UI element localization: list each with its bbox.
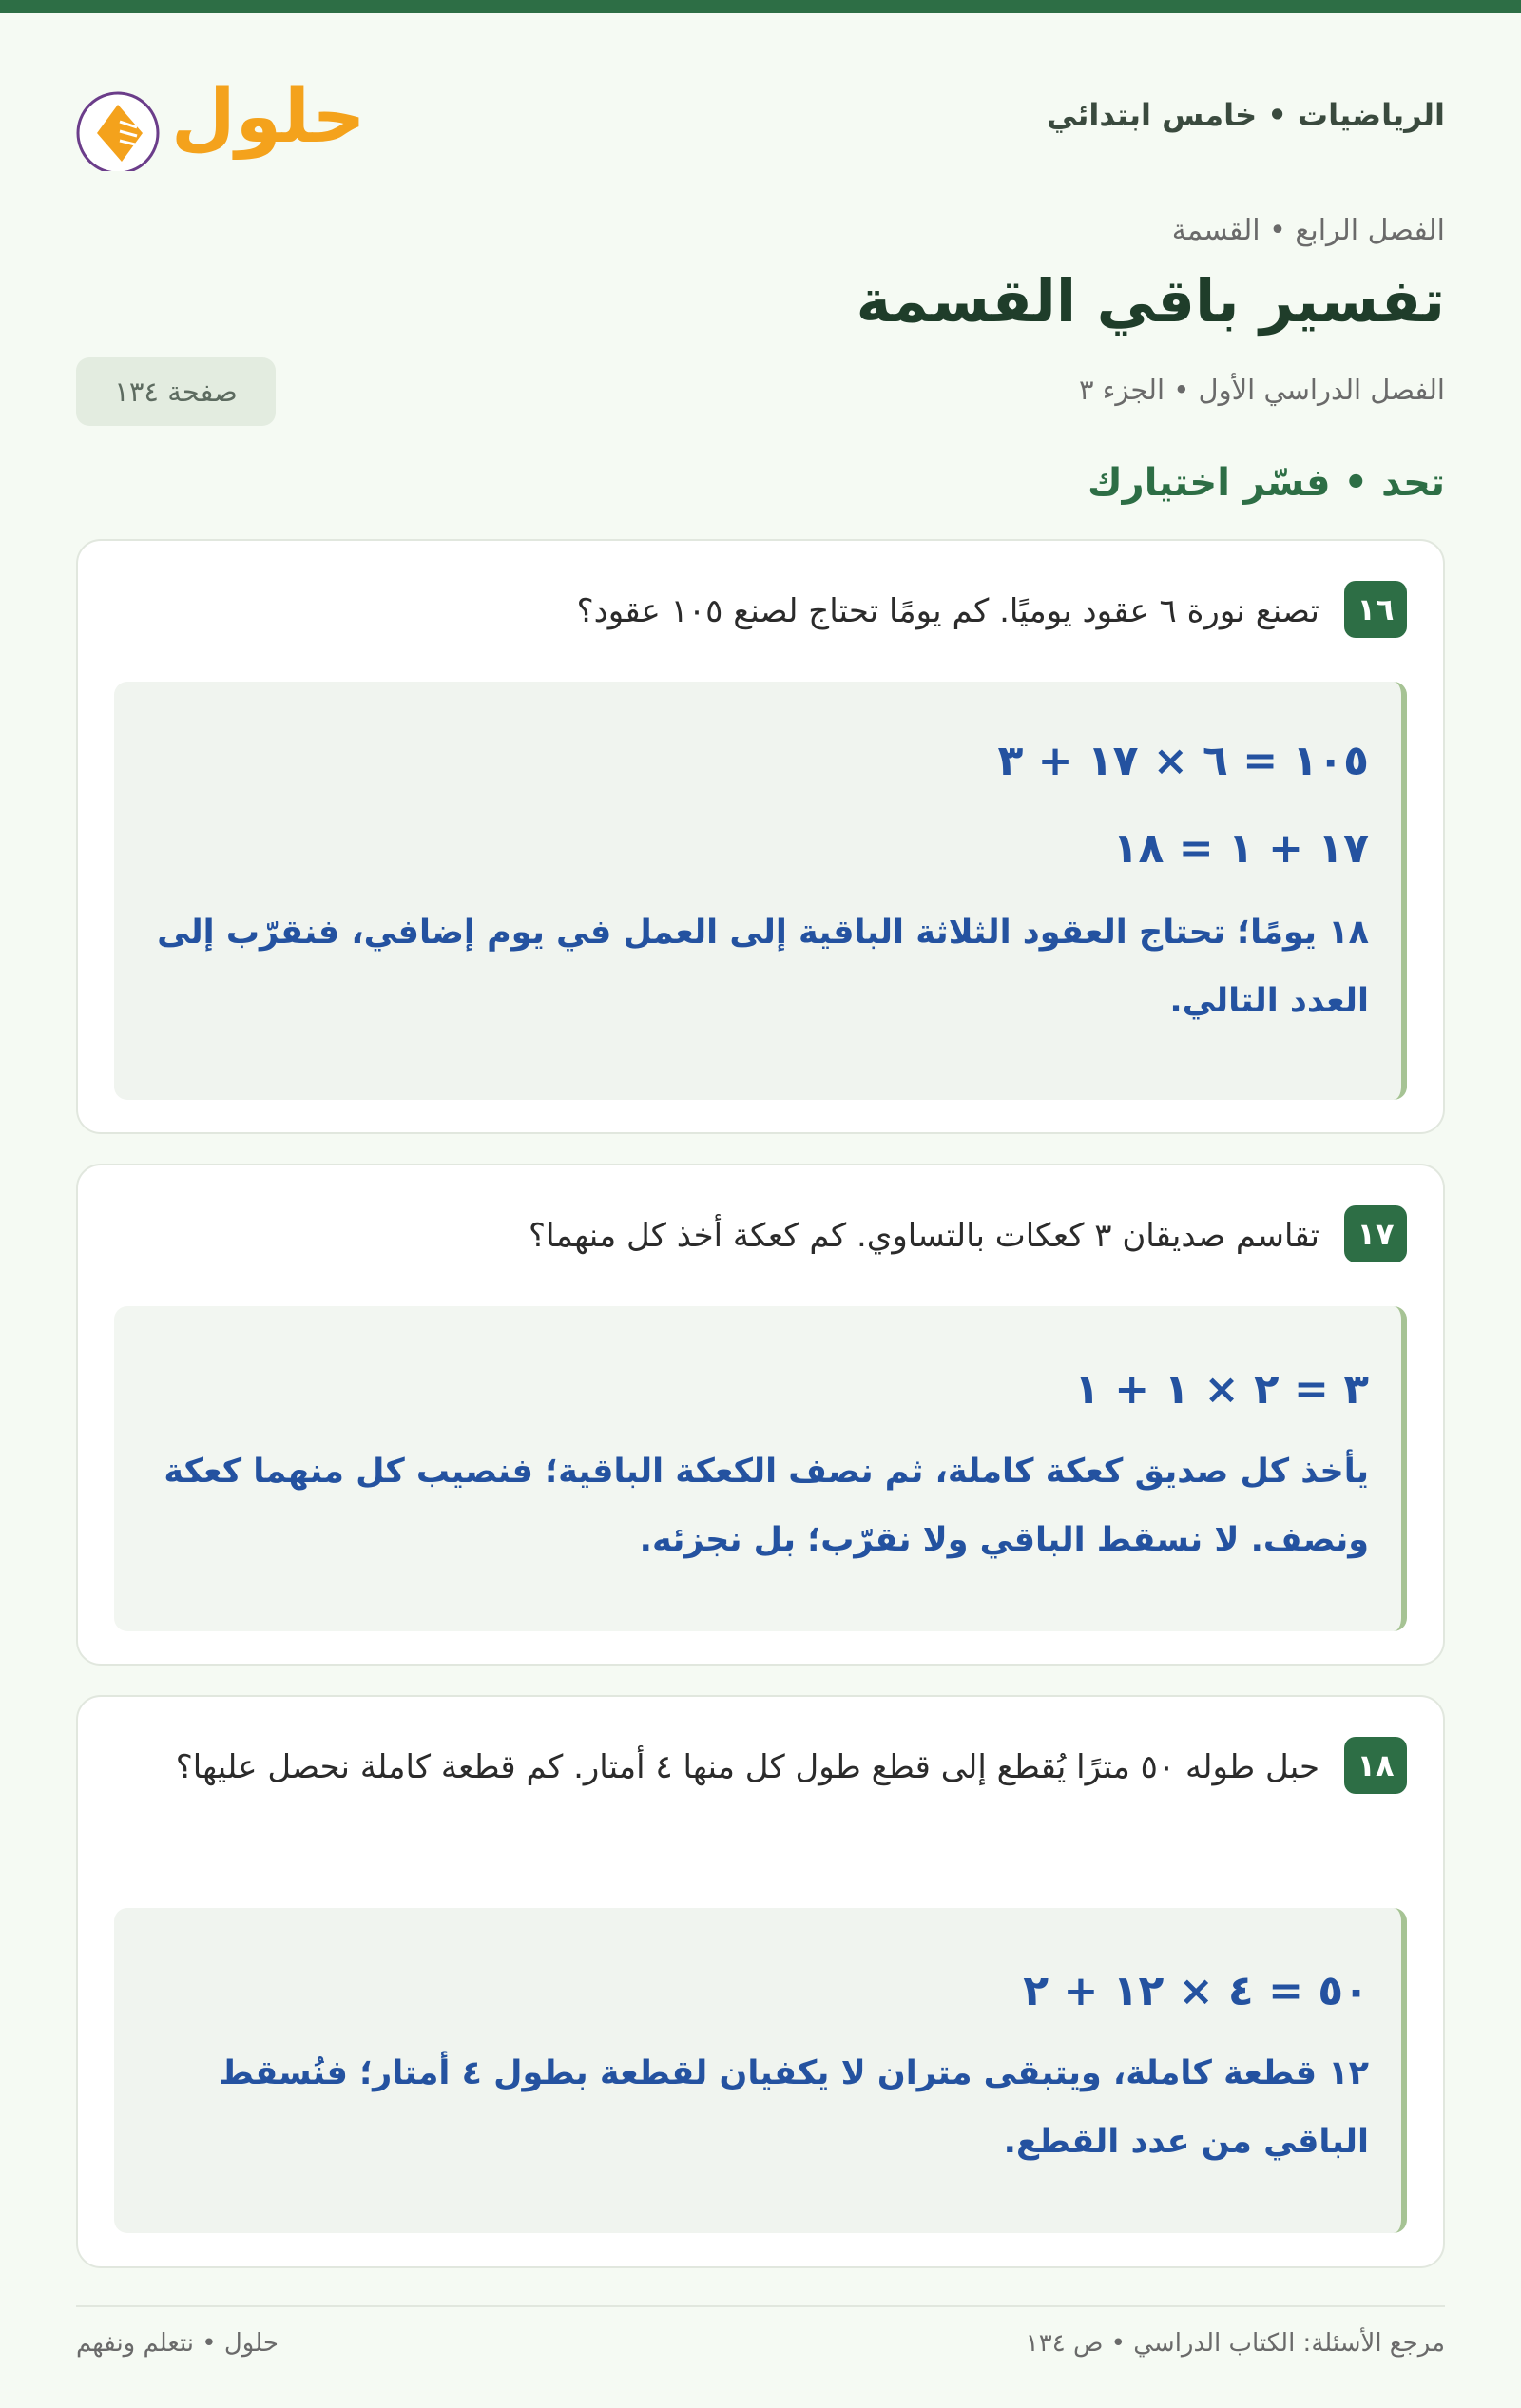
- chapter-label: الفصل الرابع • القسمة: [1171, 214, 1445, 247]
- brand-logo[interactable]: [76, 67, 366, 171]
- footer-tagline: حلول • نتعلم ونفهم: [76, 2329, 279, 2358]
- equation-line: ١٧ + ١ = ١٨: [1112, 824, 1369, 873]
- question-card-16: [76, 539, 1445, 1134]
- answer-explanation: يأخذ كل صديق كعكة كاملة، ثم نصف الكعكة الباقية؛ فنصيب كل منهما كعكة ونصف. لا نسقط الباقي ولا نقرّب؛ بل نجزئه.: [164, 1453, 1369, 1559]
- answer-box: [114, 1908, 1407, 2233]
- answer-explanation: ١٢ قطعة كاملة، ويتبقى متران لا يكفيان لقطعة بطول ٤ أمتار؛ فنُسقط الباقي من عدد القطع.: [219, 2054, 1369, 2161]
- answer-explanation: ١٨ يومًا؛ تحتاج العقود الثلاثة الباقية إلى العمل في يوم إضافي، فنقرّب إلى العدد التالي.: [157, 914, 1369, 1020]
- question-number-badge: ١٧: [1344, 1205, 1407, 1262]
- question-number-badge: ١٨: [1344, 1737, 1407, 1794]
- answer-box: [114, 682, 1407, 1100]
- page-title: تفسير باقي القسمة: [856, 266, 1445, 336]
- header: [76, 57, 1445, 171]
- logo-wordmark: حلول: [171, 74, 366, 160]
- answer-box: [114, 1306, 1407, 1631]
- question-text: حبل طوله ٥٠ مترًا يُقطع إلى قطع طول كل منها ٤ أمتار. كم قطعة كاملة نحصل عليها؟: [175, 1748, 1319, 1786]
- question-number-badge: ١٦: [1344, 581, 1407, 638]
- subject-label: الرياضيات • خامس ابتدائي: [1047, 97, 1445, 133]
- section-title: تحد • فسّر اختيارك: [1088, 461, 1445, 505]
- question-card-18: [76, 1695, 1445, 2268]
- equation-line: ٣ = ٢ × ١ + ١: [1074, 1365, 1369, 1414]
- question-text: تقاسم صديقان ٣ كعكات بالتساوي. كم كعكة أخذ كل منهما؟: [529, 1217, 1319, 1255]
- equation-line: ١٠٥ = ٦ × ١٧ + ٣: [997, 737, 1369, 785]
- equation-line: ٥٠ = ٤ × ١٢ + ٢: [1023, 1967, 1369, 2015]
- page-number-badge: صفحة ١٣٤: [76, 357, 276, 426]
- semester-label: الفصل الدراسي الأول • الجزء ٣: [1078, 374, 1445, 406]
- footer-divider: [76, 2305, 1445, 2307]
- top-accent-bar: [0, 0, 1521, 13]
- footer-reference: مرجع الأسئلة: الكتاب الدراسي • ص ١٣٤: [1025, 2329, 1445, 2358]
- question-card-17: [76, 1164, 1445, 1666]
- question-text: تصنع نورة ٦ عقود يوميًا. كم يومًا تحتاج لصنع ١٠٥ عقود؟: [576, 592, 1319, 630]
